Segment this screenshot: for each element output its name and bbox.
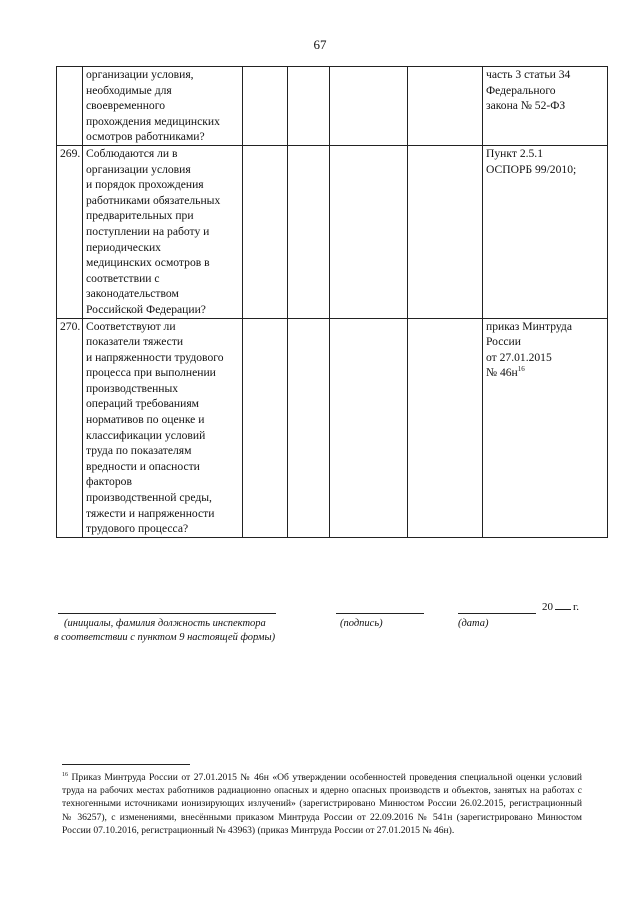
answer-cell-yes	[243, 67, 288, 146]
date-caption: (дата)	[458, 618, 489, 629]
footnote	[62, 771, 582, 837]
year-suffix: г.	[573, 601, 580, 613]
answer-cell-note	[408, 318, 483, 537]
question-text: организации условия, необходимые для своевременного прохождения медицинских осмотров работниками?	[83, 67, 243, 146]
signature-line	[336, 613, 424, 614]
signature-caption: (подпись)	[340, 618, 383, 629]
table-row	[57, 318, 608, 537]
legal-reference-text: часть 3 статьи 34 Федерального закона № 52-ФЗ	[486, 68, 571, 113]
inspector-caption-line2: в соответствии с пунктом 9 настоящей формы)	[54, 632, 276, 643]
footnote-divider	[62, 764, 190, 765]
row-number	[57, 67, 83, 146]
answer-cell-note	[408, 67, 483, 146]
inspector-caption-line1: (инициалы, фамилия должность инспектора	[64, 618, 266, 629]
answer-cell-yes	[243, 145, 288, 318]
legal-reference	[483, 318, 608, 537]
inspector-signature-line	[58, 613, 276, 614]
table-row	[57, 145, 608, 318]
year-field	[542, 599, 579, 613]
date-line	[458, 613, 536, 614]
legal-reference	[483, 145, 608, 318]
answer-cell-na	[330, 145, 408, 318]
answer-cell-na	[330, 318, 408, 537]
answer-cell-no	[288, 67, 330, 146]
row-number: 270.	[57, 318, 83, 537]
page-number: 67	[313, 37, 327, 52]
footnote-marker: 16	[62, 771, 68, 778]
answer-cell-na	[330, 67, 408, 146]
question-text: Соответствуют ли показатели тяжести и напряженности трудового процесса при выполнении производственных операций требованиям нормативов по оценке и классификации условий труда по показателям вредности и опасности факторов производственной среды, тяжести и напряженности трудового процесса?	[83, 318, 243, 537]
answer-cell-note	[408, 145, 483, 318]
answer-cell-no	[288, 145, 330, 318]
answer-cell-yes	[243, 318, 288, 537]
table-row	[57, 67, 608, 146]
legal-reference-text: приказ Минтруда России от 27.01.2015 № 46н	[486, 319, 572, 380]
footnote-text: Приказ Минтруда России от 27.01.2015 № 46н «Об утверждении особенностей проведения специальной оценки условий труда на рабочих местах работников радиационно опасных и ядерно опасных производств и объектов, занятых на работах с техногенными источниками ионизирующих излучений» (зарегистрировано Минюстом России 26.02.2015, регистрационный № 36257), с изменениями, внесёнными приказом Минтруда России от 22.09.2016 № 541н (зарегистрировано Минюстом России 07.10.2016, регистрационный № 43963) (приказ Минтруда России от 27.01.2015 № 46н).	[62, 772, 582, 836]
year-prefix: 20	[542, 601, 553, 613]
row-number: 269.	[57, 145, 83, 318]
checklist-table	[56, 66, 608, 538]
legal-reference-text: Пункт 2.5.1 ОСПОРБ 99/2010;	[486, 146, 577, 176]
answer-cell-no	[288, 318, 330, 537]
year-blank	[555, 599, 571, 610]
legal-reference	[483, 67, 608, 146]
footnote-ref: 16	[517, 365, 525, 374]
question-text: Соблюдаются ли в организации условия и порядок прохождения работниками обязательных предварительных при поступлении на работу и периодических медицинских осмотров в соответствии с законодательством Российской Федерации?	[83, 145, 243, 318]
